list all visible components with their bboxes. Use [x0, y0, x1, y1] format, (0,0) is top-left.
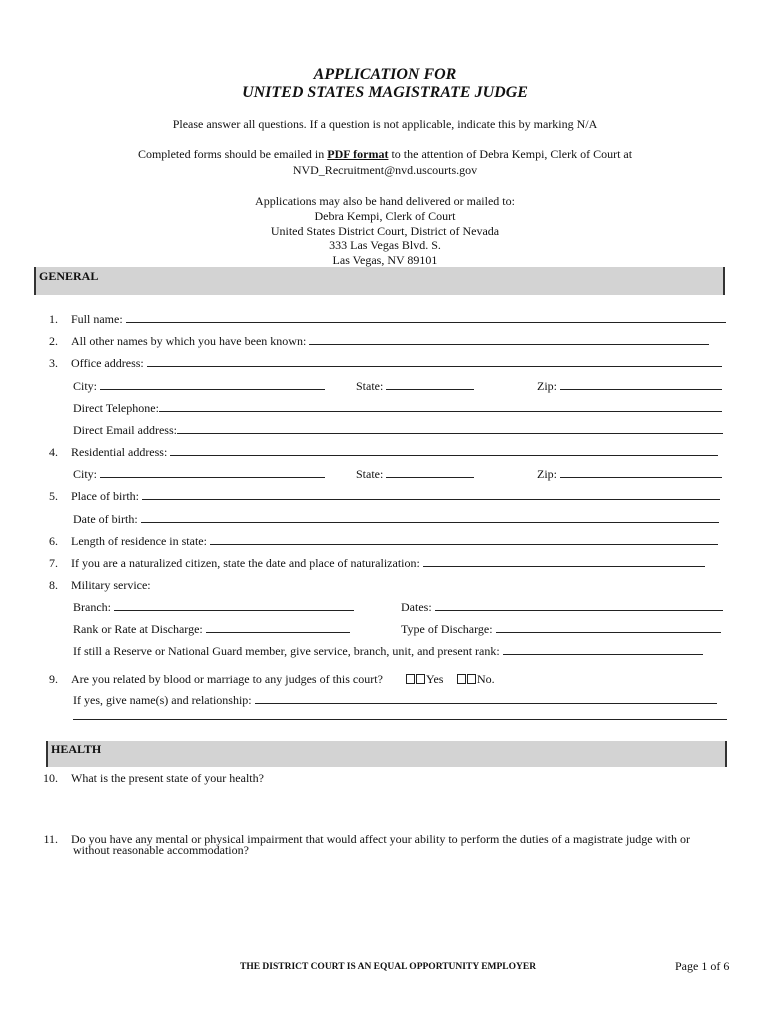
instructions: Please answer all questions. If a question is not applicable, indicate this by marking N/A	[172, 117, 598, 131]
email-instructions	[0, 147, 770, 162]
dob-label: Date of birth:	[73, 512, 138, 526]
mail-street: 333 Las Vegas Blvd. S.	[329, 238, 441, 252]
res-state-label: State:	[356, 467, 384, 481]
no-checkbox-2[interactable]	[467, 674, 476, 684]
q2-number: 2.	[49, 334, 58, 348]
mail-heading: Applications may also be hand delivered or mailed to:	[255, 194, 515, 208]
q8-number: 8.	[49, 578, 58, 592]
res-city-row	[73, 467, 325, 481]
office-city-label: City:	[73, 379, 98, 393]
dob-row	[73, 512, 719, 526]
q5-label: Place of birth:	[71, 489, 139, 503]
q3-row	[36, 356, 722, 370]
direct-phone-field[interactable]	[159, 401, 722, 412]
direct-phone-label: Direct Telephone:	[73, 401, 159, 415]
discharge-row	[401, 622, 721, 636]
q9-label: Are you related by blood or marriage to any judges of this court?	[71, 672, 383, 686]
res-zip-label: Zip:	[537, 467, 557, 481]
title-line-2: UNITED STATES MAGISTRATE JUDGE	[242, 84, 528, 101]
rank-label: Rank or Rate at Discharge:	[73, 622, 203, 636]
relation-label: If yes, give name(s) and relationship:	[73, 693, 252, 707]
q4-label: Residential address:	[71, 445, 168, 459]
q1-number: 1.	[49, 312, 58, 326]
q9-no-option[interactable]	[457, 672, 495, 686]
discharge-field[interactable]	[496, 622, 721, 633]
date-of-birth-field[interactable]	[141, 512, 719, 523]
residence-length-field[interactable]	[210, 534, 718, 545]
mail-name: Debra Kempi, Clerk of Court	[314, 209, 456, 223]
res-state-field[interactable]	[386, 467, 474, 478]
office-city-field[interactable]	[100, 379, 325, 390]
pdf-format: PDF format	[327, 147, 389, 161]
res-zip-row	[537, 467, 722, 481]
q6-row	[36, 534, 718, 548]
q4-row	[36, 445, 718, 459]
eeo-notice: THE DISTRICT COURT IS AN EQUAL OPPORTUNITY EMPLOYER	[240, 962, 537, 972]
q7-row	[36, 556, 705, 570]
q10-row	[36, 771, 264, 785]
title-line-1: APPLICATION FOR	[313, 66, 457, 83]
q5-number: 5.	[49, 489, 58, 503]
reserve-row	[73, 644, 703, 658]
res-zip-field[interactable]	[560, 467, 722, 478]
office-city-row	[73, 379, 325, 393]
office-zip-field[interactable]	[560, 379, 722, 390]
dates-row	[401, 600, 723, 614]
direct-email-row	[73, 423, 723, 437]
rank-row	[73, 622, 350, 636]
relation-field-line-2[interactable]	[73, 719, 727, 720]
res-city-field[interactable]	[100, 467, 325, 478]
rank-field[interactable]	[206, 622, 350, 633]
q1-row	[36, 312, 726, 326]
full-name-field[interactable]	[126, 312, 726, 323]
naturalization-field[interactable]	[423, 556, 705, 567]
q7-number: 7.	[49, 556, 58, 570]
email-address: NVD_Recruitment@nvd.uscourts.gov	[292, 163, 478, 177]
dates-field[interactable]	[435, 600, 723, 611]
office-state-row	[356, 379, 474, 393]
q10-label: What is the present state of your health?	[71, 771, 264, 785]
general-section-header	[34, 267, 725, 295]
q6-number: 6.	[49, 534, 58, 548]
res-state-row	[356, 467, 474, 481]
office-address-field[interactable]	[147, 356, 722, 367]
reserve-field[interactable]	[503, 644, 703, 655]
residential-address-field[interactable]	[170, 445, 718, 456]
q2-row	[36, 334, 709, 348]
reserve-label: If still a Reserve or National Guard member, give service, branch, unit, and present rank:	[73, 644, 500, 658]
discharge-label: Type of Discharge:	[401, 622, 493, 636]
q4-number: 4.	[49, 445, 58, 459]
mail-court: United States District Court, District of Nevada	[270, 224, 500, 238]
general-heading: GENERAL	[39, 269, 99, 283]
q3-number: 3.	[49, 356, 58, 370]
page-number: Page 1 of 6	[675, 959, 730, 973]
relation-row	[73, 693, 717, 707]
yes-checkbox-2[interactable]	[416, 674, 425, 684]
yes-checkbox[interactable]	[406, 674, 415, 684]
yes-label: Yes	[426, 672, 444, 686]
q8-label: Military service:	[71, 578, 151, 592]
branch-row	[73, 600, 354, 614]
direct-phone-row	[73, 401, 722, 415]
q8-row	[36, 578, 151, 592]
email-post: to the attention of Debra Kempi, Clerk of Court at	[388, 147, 633, 161]
q2-label: All other names by which you have been known:	[71, 334, 307, 348]
q1-label: Full name:	[71, 312, 123, 326]
q11-number: 11.	[43, 832, 58, 846]
office-zip-label: Zip:	[537, 379, 557, 393]
mail-city: Las Vegas, NV 89101	[332, 253, 438, 267]
dates-label: Dates:	[401, 600, 432, 614]
health-section-header	[46, 741, 727, 767]
q9-number: 9.	[49, 672, 58, 686]
branch-label: Branch:	[73, 600, 111, 614]
branch-field[interactable]	[114, 600, 354, 611]
place-of-birth-field[interactable]	[142, 489, 720, 500]
q11-label-line-2: without reasonable accommodation?	[73, 843, 249, 857]
other-names-field[interactable]	[309, 334, 709, 345]
relation-field[interactable]	[255, 693, 717, 704]
office-state-field[interactable]	[386, 379, 474, 390]
no-label: No.	[477, 672, 495, 686]
health-heading: HEALTH	[51, 742, 102, 756]
q9-row	[36, 672, 383, 686]
email-pre: Completed forms should be emailed in	[137, 147, 328, 161]
direct-email-label: Direct Email address:	[73, 423, 177, 437]
q11-label-line-1: Do you have any mental or physical impairment that would affect your ability to perform the duties of a magistrate judge with or	[71, 832, 690, 846]
q10-number: 10.	[43, 771, 58, 785]
q7-label: If you are a naturalized citizen, state the date and place of naturalization:	[71, 556, 420, 570]
q5-row	[36, 489, 720, 503]
direct-email-field[interactable]	[177, 423, 723, 434]
office-state-label: State:	[356, 379, 384, 393]
q9-yes-option[interactable]	[406, 672, 443, 686]
office-zip-row	[537, 379, 722, 393]
q6-label: Length of residence in state:	[71, 534, 207, 548]
res-city-label: City:	[73, 467, 98, 481]
no-checkbox[interactable]	[457, 674, 466, 684]
q3-label: Office address:	[71, 356, 144, 370]
